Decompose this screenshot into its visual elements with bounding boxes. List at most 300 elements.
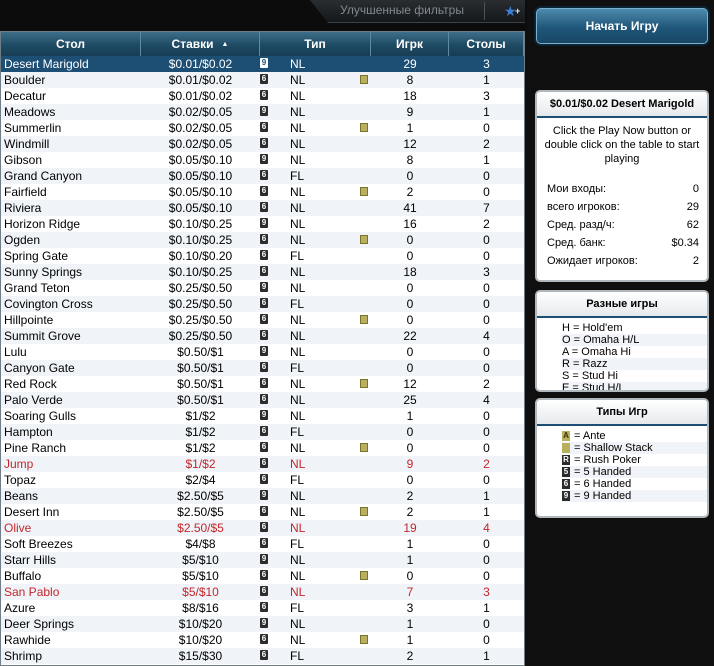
table-players: 1 [406,409,414,423]
table-type [260,152,371,168]
table-row[interactable] [1,520,524,536]
game-variant-item: A = Omaha Hi [562,346,631,358]
table-stakes: $10/$20 [178,617,223,631]
table-type [260,264,371,280]
table-type [260,168,371,184]
table-count: 4 [483,393,490,407]
shallow-stack-icon [360,635,368,644]
table-name: Riviera [4,201,42,215]
play-now-button[interactable]: Начать Игру [536,8,708,44]
table-count: 0 [483,553,490,567]
table-stakes: $1/$2 [185,409,216,423]
table-players: 18 [403,265,417,279]
table-count: 0 [483,313,490,327]
seat-icon: 6 [563,479,569,488]
rush-icon: R [563,455,569,464]
table-count: 0 [483,409,490,423]
game-types-list [537,426,707,502]
game-type-label: NL [290,185,306,199]
table-row[interactable] [1,168,524,184]
game-type-label: NL [290,457,306,471]
game-type-item-label: = Rush Poker [574,454,641,466]
table-type [260,632,371,648]
game-type-item-label: = 6 Handed [574,478,632,490]
table-row[interactable] [1,408,524,424]
table-count: 0 [483,569,490,583]
table-count: 1 [483,505,490,519]
table-players: 2 [406,489,414,503]
table-stakes: $2.50/$5 [177,505,224,519]
table-type [260,56,371,72]
table-list-header [1,32,524,56]
table-row[interactable] [1,264,524,280]
table-count: 4 [483,521,490,535]
table-stakes: $0.01/$0.02 [168,57,233,71]
table-info-message: Click the Play Now button or double click on the table to start playing [544,125,700,165]
table-count: 0 [483,617,490,631]
table-type [260,424,371,440]
table-name: Deer Springs [4,617,75,631]
seats-badge-icon: 6 [261,506,267,515]
table-count: 0 [483,537,490,551]
game-type-label: NL [290,505,306,519]
table-row[interactable] [1,248,524,264]
table-name: Spring Gate [4,249,69,263]
stat-label: всего игроков: [547,201,620,213]
stat-row [537,198,707,216]
table-row[interactable] [1,56,524,72]
table-name: Soft Breezes [4,537,73,551]
seats-badge-icon: 6 [261,442,267,451]
table-row[interactable] [1,552,524,568]
table-count: 2 [483,377,490,391]
game-type-label: NL [290,329,306,343]
seats-badge-icon: 6 [261,426,267,435]
table-type [260,344,371,360]
table-name: Pine Ranch [4,441,67,455]
stat-row [537,216,707,234]
game-type-label: FL [290,601,305,615]
table-row[interactable] [1,648,524,664]
table-count: 4 [483,329,490,343]
table-name: Rawhide [4,633,51,647]
game-variant-item: R = Razz [562,358,707,370]
table-stakes: $0.05/$0.10 [168,153,233,167]
table-row[interactable] [1,456,524,472]
seats-badge-icon: 6 [261,570,267,579]
game-type-item [562,490,707,502]
table-players: 0 [406,249,414,263]
table-row[interactable] [1,376,524,392]
table-stakes: $1/$2 [185,441,216,455]
seats-badge-icon: 6 [261,458,267,467]
table-count: 1 [483,105,490,119]
table-type [260,296,371,312]
table-row[interactable] [1,280,524,296]
table-name: Fairfield [4,185,47,199]
table-stakes: $0.50/$1 [177,361,224,375]
table-stakes: $5/$10 [182,553,219,567]
filter-separator [484,2,485,20]
game-type-item [562,454,707,466]
seats-badge-icon: 9 [261,554,267,563]
table-players: 0 [406,441,414,455]
seats-badge-icon: 9 [261,106,267,115]
game-type-item [562,430,707,442]
table-row[interactable] [1,632,524,648]
table-type [260,440,371,456]
seats-badge-icon: 6 [261,234,267,243]
table-name: Covington Cross [4,297,93,311]
game-types-title: Типы Игр [537,400,707,426]
table-players: 9 [406,105,414,119]
stat-row [537,252,707,270]
table-stakes: $0.10/$0.25 [168,217,233,231]
game-type-label: NL [290,73,306,87]
game-type-label: NL [290,553,306,567]
table-players: 0 [406,473,414,487]
table-row[interactable] [1,440,524,456]
column-header-type[interactable]: Тип [260,32,371,56]
table-name: Horizon Ridge [4,217,81,231]
add-favorite-icon[interactable]: + [515,6,521,16]
shallow-stack-icon [360,75,368,84]
game-type-label: NL [290,281,306,295]
shallow-stack-icon [360,571,368,580]
table-stakes: $0.50/$1 [177,345,224,359]
table-row[interactable] [1,344,524,360]
table-type [260,536,371,552]
table-name: Beans [4,489,39,503]
table-players: 16 [403,217,417,231]
game-type-item-label: = 5 Handed [574,466,632,478]
game-type-label: NL [290,153,306,167]
table-players: 12 [403,377,417,391]
table-name: Boulder [4,73,46,87]
table-count: 1 [483,153,490,167]
table-count: 0 [483,633,490,647]
game-type-item-label: = 9 Handed [574,490,632,502]
table-row[interactable] [1,536,524,552]
table-list [0,31,525,666]
game-variant-item: E = Stud H/L [562,382,707,392]
game-type-label: NL [290,521,306,535]
table-row[interactable] [1,328,524,344]
shallow-stack-icon [360,315,368,324]
seats-badge-icon: 9 [261,58,267,67]
table-type [260,248,371,264]
table-row[interactable] [1,568,524,584]
table-players: 0 [406,169,414,183]
game-type-item [562,466,707,478]
table-players: 0 [406,281,414,295]
game-type-label: NL [290,393,306,407]
game-type-item-label: = Shallow Stack [574,442,653,454]
table-count: 3 [483,585,490,599]
table-stakes: $0.25/$0.50 [168,329,233,343]
table-count: 1 [483,73,490,87]
table-name: Azure [4,601,36,615]
seats-badge-icon: 6 [261,586,267,595]
table-name: Starr Hills [4,553,57,567]
game-variant-item: H = Hold'em [562,322,623,334]
stat-value: 29 [686,201,699,213]
ante-icon: A [563,431,569,440]
table-stakes: $0.05/$0.10 [168,201,233,215]
game-type-label: FL [290,425,305,439]
game-variants-title: Разные игры [537,292,707,318]
table-players: 1 [406,537,414,551]
shallow-stack-icon [360,187,368,196]
table-type [260,616,371,632]
table-count: 0 [483,121,490,135]
table-type [260,472,371,488]
table-players: 9 [406,457,414,471]
table-players: 25 [403,393,417,407]
table-name: Grand Canyon [4,169,83,183]
table-stakes: $0.10/$0.25 [168,233,233,247]
table-players: 19 [403,521,417,535]
table-players: 1 [406,121,414,135]
table-rows [1,56,524,664]
table-count: 0 [483,345,490,359]
table-info-panel [535,90,709,282]
seats-badge-icon: 6 [261,74,267,83]
table-row[interactable] [1,136,524,152]
seats-badge-icon: 6 [261,362,267,371]
seats-badge-icon: 6 [261,634,267,643]
table-type [260,280,371,296]
seats-badge-icon: 6 [261,138,267,147]
table-stakes: $0.02/$0.05 [168,137,233,151]
table-type [260,456,371,472]
stat-value: 2 [692,255,699,267]
seat-icon: 9 [563,491,569,500]
table-row[interactable] [1,216,524,232]
seats-badge-icon: 6 [261,250,267,259]
seat-icon: 5 [563,467,569,476]
column-header-players[interactable]: Игрк [371,32,449,56]
table-type [260,104,371,120]
game-type-label: NL [290,377,306,391]
table-stakes: $0.01/$0.02 [168,89,233,103]
table-count: 3 [483,89,490,103]
table-row[interactable] [1,152,524,168]
game-type-label: NL [290,265,306,279]
table-row[interactable] [1,184,524,200]
table-players: 29 [403,57,417,71]
table-name: Summerlin [4,121,62,135]
table-stakes: $1/$2 [185,425,216,439]
table-stakes: $0.10/$0.25 [168,265,233,279]
table-row[interactable] [1,616,524,632]
game-type-label: NL [290,633,306,647]
game-variant-item: S = Stud Hi [562,370,618,382]
column-header-table[interactable]: Стол [1,32,141,56]
seats-badge-icon: 9 [261,410,267,419]
table-count: 0 [483,473,490,487]
table-players: 0 [406,345,414,359]
table-stakes: $5/$10 [182,569,219,583]
table-type [260,600,371,616]
stat-label: Сред. разд/ч: [547,219,615,231]
table-count: 1 [483,601,490,615]
shallow-stack-icon [360,235,368,244]
table-row[interactable] [1,392,524,408]
advanced-filters-label[interactable]: Улучшенные фильтры [340,3,464,17]
table-players: 0 [406,569,414,583]
table-players: 12 [403,137,417,151]
table-type [260,200,371,216]
stat-label: Сред. банк: [547,237,606,249]
game-variant-item: O = Omaha H/L [562,334,707,346]
table-name: Olive [4,521,32,535]
table-count: 2 [483,137,490,151]
table-row[interactable] [1,488,524,504]
table-type [260,88,371,104]
table-name: Sunny Springs [4,265,83,279]
table-type [260,552,371,568]
stat-row [537,234,707,252]
stat-value: 62 [686,219,699,231]
sort-ascending-icon: ▲ [221,40,229,48]
table-row[interactable] [1,600,524,616]
game-type-label: NL [290,57,306,71]
seats-badge-icon: 6 [261,90,267,99]
table-name: Hampton [4,425,53,439]
game-type-label: FL [290,649,305,663]
table-stakes: $0.50/$1 [177,377,224,391]
table-type [260,376,371,392]
game-variants-list [537,318,707,392]
table-name: Soaring Gulls [4,409,77,423]
table-stakes: $0.25/$0.50 [168,281,233,295]
table-row[interactable] [1,120,524,136]
top-bar [0,0,527,30]
seats-badge-icon: 9 [261,218,267,227]
table-players: 22 [403,329,417,343]
game-type-label: FL [290,537,305,551]
table-name: Shrimp [4,649,43,663]
table-row[interactable] [1,88,524,104]
game-type-label: NL [290,345,306,359]
table-row[interactable] [1,472,524,488]
table-type [260,360,371,376]
table-players: 0 [406,233,414,247]
table-count: 0 [483,169,490,183]
table-stakes: $4/$8 [185,537,216,551]
game-type-label: NL [290,409,306,423]
table-type [260,184,371,200]
table-count: 2 [483,217,490,231]
seats-badge-icon: 9 [261,490,267,499]
seats-badge-icon: 6 [261,186,267,195]
seats-badge-icon: 9 [261,282,267,291]
shallow-stack-icon [360,507,368,516]
table-count: 1 [483,489,490,503]
game-type-label: FL [290,169,305,183]
game-type-label: NL [290,105,306,119]
table-players: 0 [406,297,414,311]
table-type [260,328,371,344]
table-type [260,216,371,232]
table-row[interactable] [1,584,524,600]
table-name: Gibson [4,153,43,167]
table-type [260,72,371,88]
favorite-star-icon[interactable]: ★ [504,3,517,19]
table-stakes: $5/$10 [182,585,219,599]
stat-value: 0 [692,183,699,195]
shallow-stack-icon [360,379,368,388]
right-sidebar [532,0,714,666]
seats-badge-icon: 6 [261,170,267,179]
table-row[interactable] [1,424,524,440]
game-type-item [562,442,707,454]
table-row[interactable] [1,312,524,328]
game-type-label: NL [290,489,306,503]
seats-badge-icon: 6 [261,474,267,483]
table-row[interactable] [1,200,524,216]
table-stakes: $2.50/$5 [177,489,224,503]
table-type [260,136,371,152]
game-type-item [562,478,707,490]
table-name: Windmill [4,137,50,151]
table-stakes: $0.02/$0.05 [168,121,233,135]
column-header-tables[interactable]: Столы [449,32,524,56]
table-row[interactable] [1,232,524,248]
table-players: 3 [406,601,414,615]
game-types-panel [535,398,709,518]
table-stakes: $2.50/$5 [177,521,224,535]
seats-badge-icon: 6 [261,522,267,531]
table-type [260,392,371,408]
seats-badge-icon: 6 [261,650,267,659]
game-type-item-label: = Ante [574,430,606,442]
table-type [260,232,371,248]
seats-badge-icon: 6 [261,314,267,323]
table-count: 0 [483,297,490,311]
game-type-label: NL [290,569,306,583]
game-type-label: NL [290,201,306,215]
table-row[interactable] [1,504,524,520]
seats-badge-icon: 9 [261,346,267,355]
stat-label: Мои входы: [547,183,607,195]
game-type-label: NL [290,89,306,103]
table-type [260,488,371,504]
game-type-label: FL [290,361,305,375]
table-row[interactable] [1,72,524,88]
table-type [260,520,371,536]
table-type [260,568,371,584]
game-type-label: NL [290,137,306,151]
seats-badge-icon: 6 [261,330,267,339]
table-row[interactable] [1,360,524,376]
table-row[interactable] [1,296,524,312]
table-count: 3 [483,57,490,71]
table-stakes: $15/$30 [178,649,223,663]
table-stakes: $0.05/$0.10 [168,185,233,199]
seats-badge-icon: 6 [261,394,267,403]
table-players: 41 [403,201,417,215]
game-type-label: NL [290,585,306,599]
table-name: Summit Grove [4,329,81,343]
seats-badge-icon: 6 [261,378,267,387]
table-name: Red Rock [4,377,57,391]
table-row[interactable] [1,104,524,120]
table-type [260,584,371,600]
seats-badge-icon: 9 [261,618,267,627]
column-header-stakes[interactable]: Ставки ▲ [141,32,260,56]
